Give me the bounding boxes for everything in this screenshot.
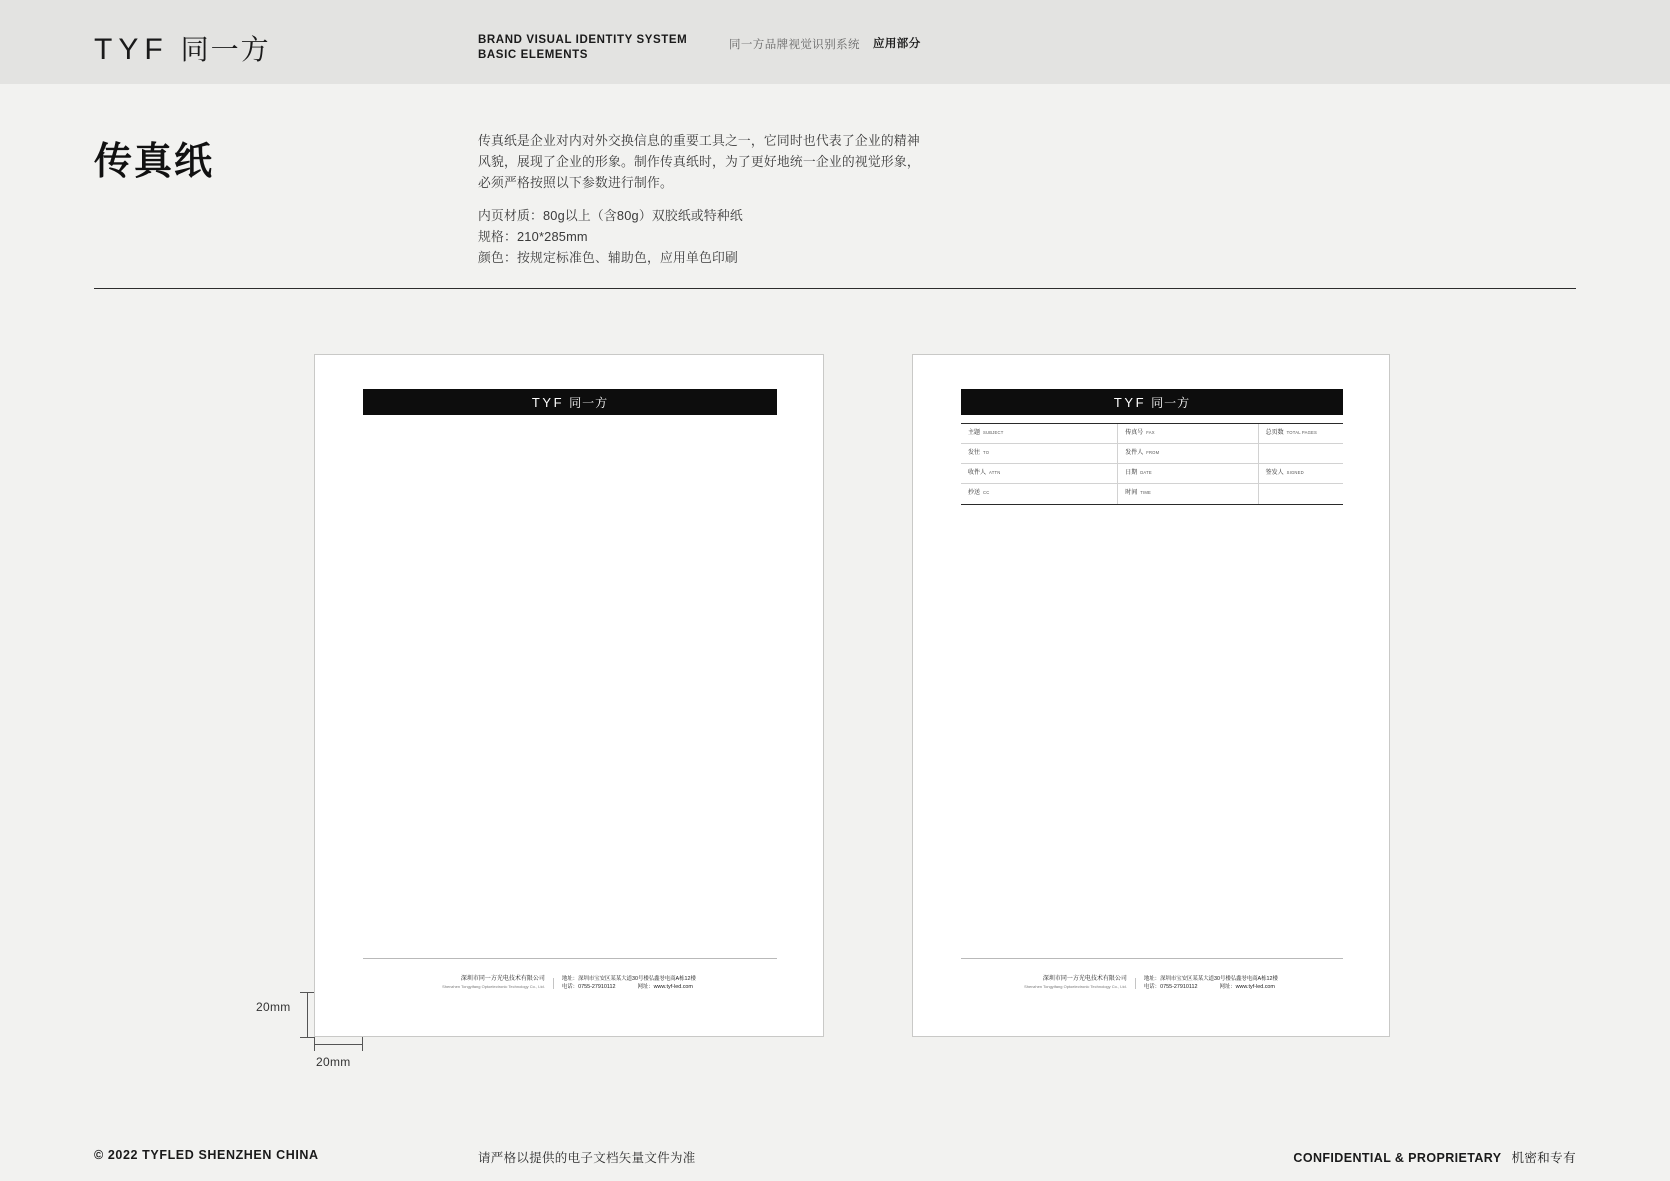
- sheet-footer-divider: [363, 958, 777, 959]
- measure-tick-right: [362, 1037, 363, 1051]
- sheet-footer-contact: [562, 975, 696, 991]
- fax-field-attn: [961, 464, 1118, 483]
- fax-field-label-en: FROM: [1146, 450, 1160, 455]
- table-row: [961, 484, 1343, 504]
- footer-note: 请严格以提供的电子文档矢量文件为准: [478, 1151, 696, 1165]
- sheet-footer-phone: 0755-27910112: [1160, 984, 1198, 990]
- sheet-band-logo-cn: 同一方: [569, 395, 609, 410]
- fax-sheet-blank: [314, 354, 824, 1037]
- sheet-footer-company: [1024, 975, 1127, 991]
- header-title-en-line2: BASIC ELEMENTS: [478, 49, 588, 61]
- sheet-footer-web-group: [637, 983, 692, 991]
- fax-field-label-en: TIME: [1140, 490, 1152, 495]
- fax-field-label-cn: 日期: [1125, 470, 1138, 476]
- spec-item-size: 规格：210*285mm: [478, 229, 588, 244]
- fax-field-label-cn: 抄送: [968, 490, 981, 496]
- fax-field-label-cn: 时间: [1125, 490, 1138, 496]
- sheet-band-logo-tyf: TYF: [1113, 394, 1147, 410]
- sheet-footer-address: 深圳市宝安区某某大道30号楼弘鑫창电商A栋12楼: [1160, 976, 1278, 982]
- fax-field-label-en: TO: [983, 450, 990, 455]
- sheet-footer-phone-web-line: [562, 983, 696, 991]
- sheet-footer-website-label: 网址：: [637, 984, 654, 990]
- measure-line-vertical: [307, 992, 308, 1037]
- sheet-footer: [913, 975, 1389, 991]
- brand-logo-tyf: TYF: [94, 33, 169, 66]
- fax-field-to: [961, 444, 1118, 463]
- fax-field-cc: [961, 484, 1118, 504]
- sheet-footer-separator: [1135, 978, 1136, 989]
- sheet-footer-divider: [961, 958, 1343, 959]
- fax-field-label-en: FAX: [1146, 430, 1155, 435]
- sheet-band-logo: [1114, 394, 1190, 411]
- sheet-band-logo: [532, 394, 608, 411]
- fax-field-date: [1118, 464, 1258, 483]
- sheet-footer-separator: [553, 978, 554, 989]
- spec-item-material: 内页材质：80g以上（含80g）双胶纸或特种纸: [478, 208, 743, 223]
- fax-form-table: [961, 423, 1343, 505]
- fax-sheet-form: [912, 354, 1390, 1037]
- sheet-footer-company: [442, 975, 545, 991]
- fax-field-time: [1118, 484, 1258, 504]
- sheet-footer-address-label: 地址：: [561, 976, 579, 982]
- section-divider: [94, 288, 1576, 289]
- fax-field-label-cn: 总页数: [1265, 430, 1284, 436]
- sheet-band-logo-tyf: TYF: [531, 394, 565, 410]
- footer-confidential-cn: 机密和专有: [1511, 1151, 1576, 1165]
- header-title-cn: 同一方品牌视觉识别系统: [729, 39, 860, 51]
- fax-field-label-cn: 发往: [968, 450, 981, 456]
- sheet-footer-phone-group: [1144, 983, 1198, 991]
- sheet-footer-company-cn: 深圳市同一方光电技术有限公司: [460, 976, 545, 982]
- sheet-header-band: [363, 389, 777, 415]
- fax-field-signed: [1259, 464, 1343, 483]
- table-row: [961, 444, 1343, 464]
- fax-field-label-en: DATE: [1140, 470, 1152, 475]
- sheet-footer-company-en: Shenzhen Tongyifang Optoelectronic Technology Co., Ltd.: [1024, 984, 1127, 989]
- brand-logo: [94, 28, 271, 68]
- measure-line-horizontal: [314, 1044, 362, 1045]
- fax-field-subject: [961, 424, 1118, 443]
- sheet-footer-phone: 0755-27910112: [578, 984, 616, 990]
- sheet-footer-address-line: [1144, 975, 1278, 983]
- footer-copyright: © 2022 TYFLED SHENZHEN CHINA: [94, 1148, 319, 1162]
- sheet-footer-web-group: [1219, 983, 1274, 991]
- brand-logo-cn: 同一方: [180, 34, 271, 65]
- footer-confidential: [1293, 1148, 1576, 1166]
- sheet-footer-address-line: [562, 975, 696, 983]
- fax-field-label-en: TOTAL PAGES: [1286, 430, 1318, 435]
- sheet-footer-phone-group: [562, 983, 616, 991]
- fax-field-label-cn: 收件人: [968, 470, 987, 476]
- fax-field-label-cn: 签发人: [1265, 470, 1284, 476]
- measure-tick-bottom: [300, 1037, 314, 1038]
- fax-field-total-pages: [1259, 424, 1343, 443]
- sheet-footer-website: www.tyf-led.com: [653, 984, 693, 990]
- fax-field-blank-2: [1259, 484, 1343, 504]
- sheet-footer-address-label: 地址：: [1143, 976, 1161, 982]
- fax-field-label-cn: 主题: [968, 430, 981, 436]
- table-row: [961, 464, 1343, 484]
- sheet-band-logo-cn: 同一方: [1151, 395, 1191, 410]
- measure-label-vertical: 20mm: [256, 1000, 291, 1014]
- spec-item-color: 颜色：按规定标准色、辅助色，应用单色印刷: [478, 250, 738, 265]
- fax-field-label-cn: 传真号: [1125, 430, 1144, 436]
- sheet-footer-phone-web-line: [1144, 983, 1278, 991]
- sheet-footer-phone-label: 电话：: [561, 984, 579, 990]
- header-title-en-line1: BRAND VISUAL IDENTITY SYSTEM: [478, 34, 688, 46]
- sheet-footer-company-cn: 深圳市同一方光电技术有限公司: [1042, 976, 1127, 982]
- table-row: [961, 424, 1343, 444]
- fax-field-fax-number: [1118, 424, 1258, 443]
- page-header: [0, 0, 1670, 84]
- spec-list: [478, 205, 998, 268]
- sheet-footer-address: 深圳市宝安区某某大道30号楼弘鑫창电商A栋12楼: [578, 976, 696, 982]
- header-title-en: [478, 33, 687, 63]
- measure-label-horizontal: 20mm: [316, 1055, 351, 1069]
- sheet-header-band: [961, 389, 1343, 415]
- fax-field-blank-1: [1259, 444, 1343, 463]
- sheet-footer: [315, 975, 823, 991]
- sheet-footer-website-label: 网址：: [1219, 984, 1236, 990]
- header-section-label: 应用部分: [873, 38, 921, 50]
- footer-confidential-en: CONFIDENTIAL & PROPRIETARY: [1293, 1151, 1502, 1165]
- fax-field-label-en: CC: [983, 490, 990, 495]
- sheet-footer-phone-label: 电话：: [1143, 984, 1161, 990]
- fax-field-label-en: SUBJECT: [983, 430, 1004, 435]
- sheet-footer-website: www.tyf-led.com: [1235, 984, 1275, 990]
- page-description: 传真纸是企业对内对外交换信息的重要工具之一，它同时也代表了企业的精神风貌，展现了企业的形象。制作传真纸时，为了更好地统一企业的视觉形象，必须严格按照以下参数进行制作。: [478, 133, 920, 190]
- fax-field-label-en: ATTN: [989, 470, 1001, 475]
- sheet-footer-contact: [1144, 975, 1278, 991]
- fax-field-from: [1118, 444, 1258, 463]
- fax-field-label-cn: 发件人: [1125, 450, 1144, 456]
- page-title: 传真纸: [94, 141, 215, 183]
- fax-field-label-en: SIGNED: [1286, 470, 1304, 475]
- sheet-footer-company-en: Shenzhen Tongyifang Optoelectronic Technology Co., Ltd.: [442, 984, 545, 989]
